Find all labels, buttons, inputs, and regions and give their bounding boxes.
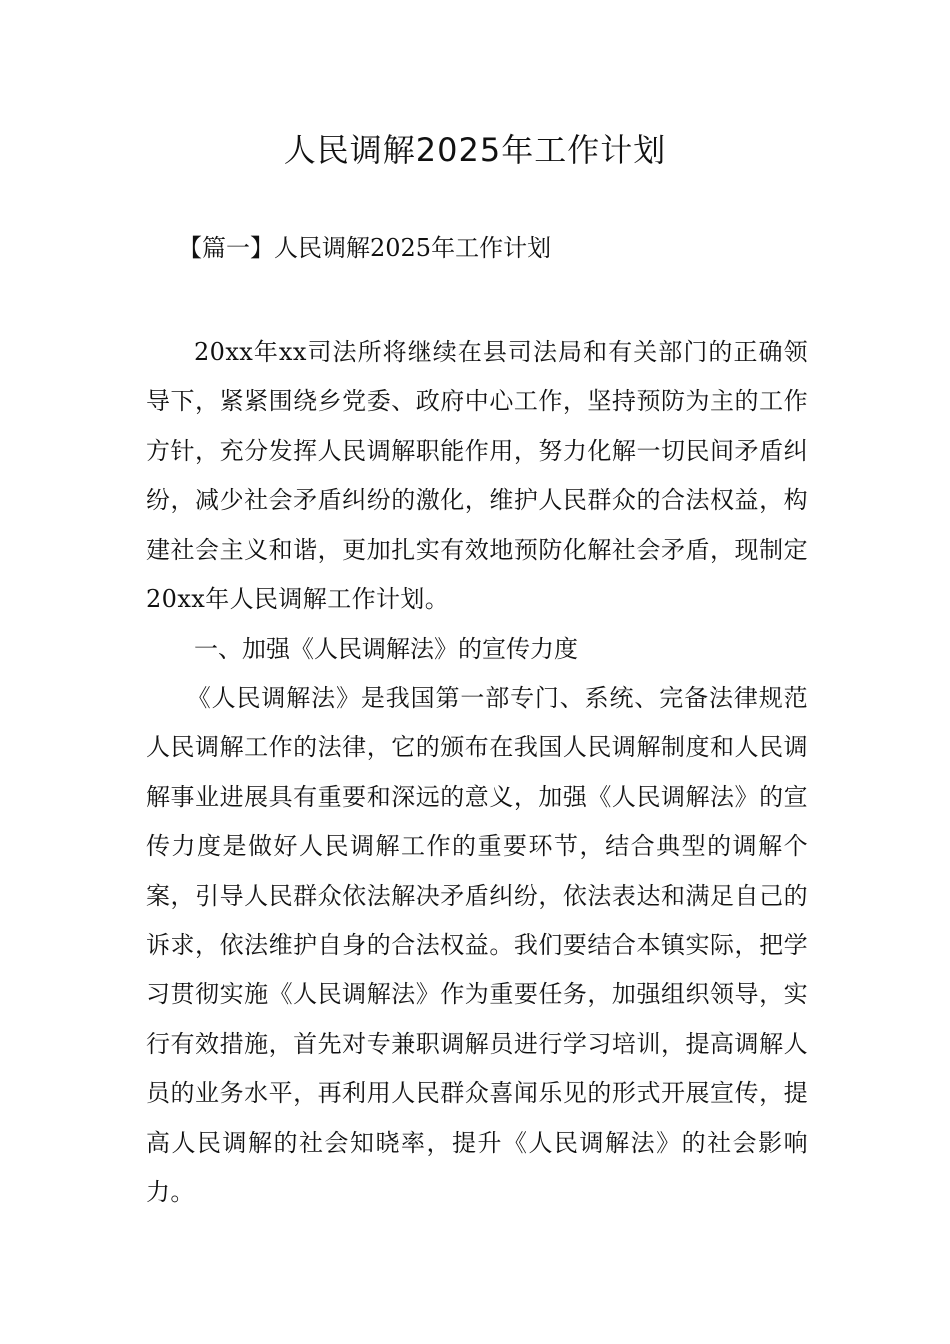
document-title: 人民调解2025年工作计划 — [283, 131, 667, 169]
intro-paragraph: 20xx年xx司法所将继续在县司法局和有关部门的正确领导下，紧紧围绕乡党委、政府中心工作，坚持预防为主的工作方针，充分发挥人民调解职能作用，努力化解一切民间矛盾纠纷，减少社会矛盾纠纷的激化，维护人民群众的合法权益，构建社会主义和谐，更加扎实有效地预防化解社会矛盾，现制定20xx年人民调解工作计划。 — [146, 338, 808, 614]
publicity-paragraph: 《人民调解法》是我国第一部专门、系统、完备法律规范人民调解工作的法律，它的颁布在我国人民调解制度和人民调解事业进展具有重要和深远的意义，加强《人民调解法》的宣传力度是做好人民调解工作的重要环节，结合典型的调解个案，引导人民群众依法解决矛盾纠纷，依法表达和满足自己的诉求，依法维护自身的合法权益。我们要结合本镇实际，把学习贯彻实施《人民调解法》作为重要任务，加强组织领导，实行有效措施，首先对专兼职调解员进行学习培训，提高调解人员的业务水平，再利用人民群众喜闻乐见的形式开展宣传，提高人民调解的社会知晓率，提升《人民调解法》的社会影响力。 — [146, 684, 808, 1207]
subheading-publicity: 一、加强《人民调解法》的宣传力度 — [194, 635, 578, 663]
section-heading: 【篇一】人民调解2025年工作计划 — [178, 234, 552, 262]
